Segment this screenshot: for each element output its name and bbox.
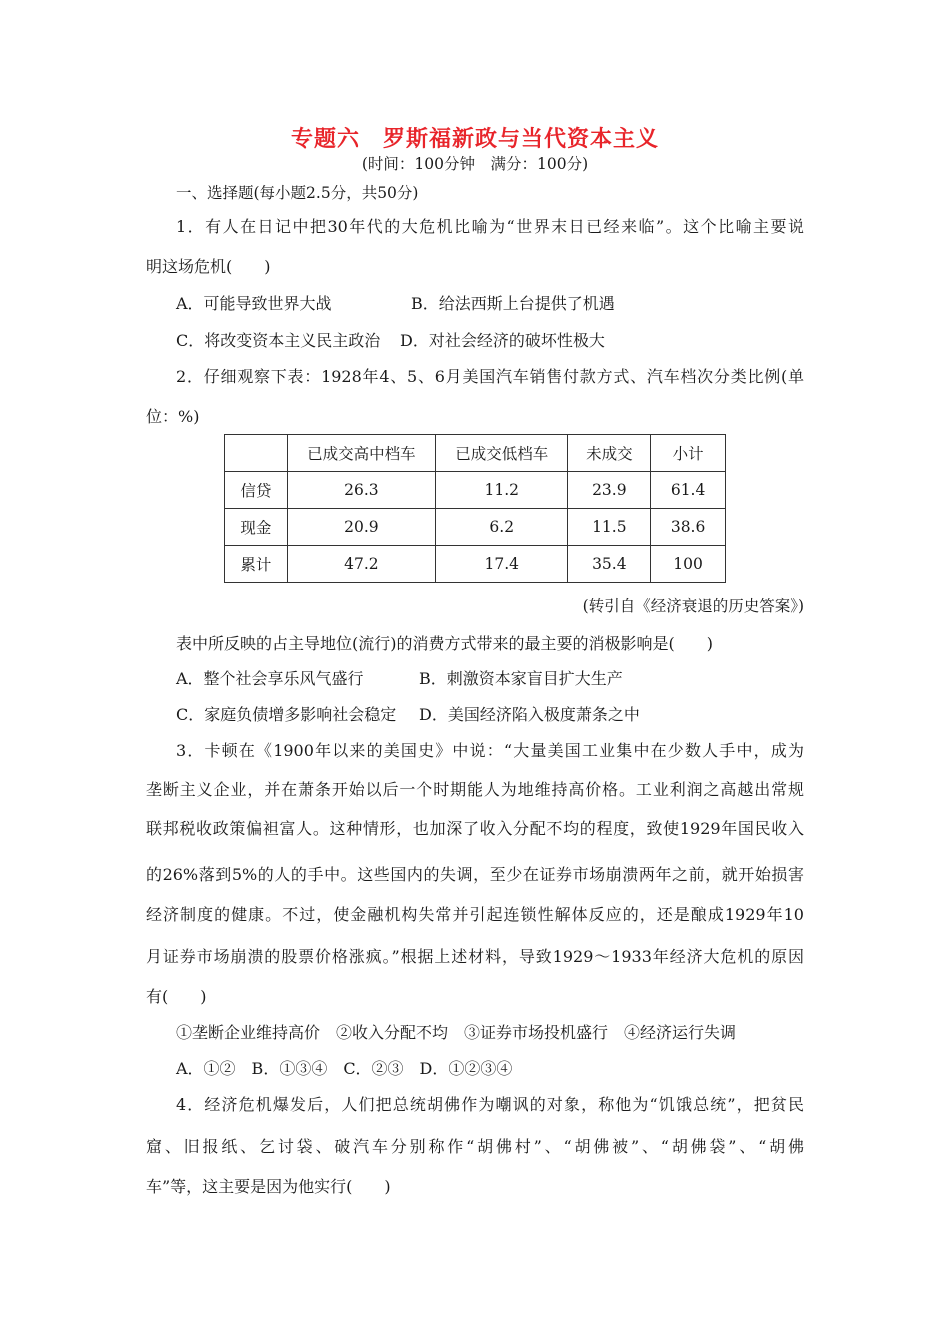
sales-table <box>224 434 726 583</box>
exam-time-score: (时间：100分钟 满分：100分) <box>361 155 589 173</box>
table-cell: 11.5 <box>568 509 651 546</box>
table-cell: 17.4 <box>436 546 568 583</box>
table-cell: 47.2 <box>287 546 435 583</box>
table-cell: 23.9 <box>568 472 651 509</box>
q1-stem-line1: 1．有人在日记中把30年代的大危机比喻为“世界末日已经来临”。这个比喻主要说 <box>176 217 804 236</box>
q3-line: 经济制度的健康。不过，使金融机构失常并引起连锁性解体反应的，还是酿成1929年10 <box>146 905 804 924</box>
q3-line: 3．卡顿在《1900年以来的美国史》中说：“大量美国工业集中在少数人手中，成为 <box>176 741 804 760</box>
q1-option-b: B．给法西斯上台提供了机遇 <box>411 294 615 313</box>
q2-question: 表中所反映的占主导地位(流行)的消费方式带来的最主要的消极影响是( ) <box>176 634 713 653</box>
table-cell: 6.2 <box>436 509 568 546</box>
q3-line: 月证券市场崩溃的股票价格涨疯。”根据上述材料，导致1929～1933年经济大危机的原因 <box>146 947 804 966</box>
table-header-cell <box>225 435 288 472</box>
q3-line: 联邦税收政策偏袒富人。这种情形，也加深了收入分配不均的程度，致使1929年国民收入 <box>146 819 804 838</box>
q1-option-d: D．对社会经济的破坏性极大 <box>400 331 605 350</box>
q1-stem-line2: 明这场危机( ) <box>146 257 271 276</box>
q4-line: 4．经济危机爆发后，人们把总统胡佛作为嘲讽的对象，称他为“饥饿总统”，把贫民 <box>176 1095 804 1114</box>
q2-option-c: C．家庭负债增多影响社会稳定 <box>176 705 397 724</box>
q2-stem-line2: 位：%) <box>146 407 200 426</box>
q3-line: 有( ) <box>146 987 207 1006</box>
table-cell: 现金 <box>225 509 288 546</box>
q3-options: A．①② B．①③④ C．②③ D．①②③④ <box>176 1059 513 1078</box>
table-row <box>225 472 726 509</box>
table-header-cell: 未成交 <box>568 435 651 472</box>
q2-option-b: B．刺激资本家盲目扩大生产 <box>419 669 623 688</box>
page-title: 专题六 罗斯福新政与当代资本主义 <box>290 127 659 152</box>
table-header-cell: 已成交高中档车 <box>287 435 435 472</box>
section-heading: 一、选择题(每小题2.5分，共50分) <box>176 184 419 202</box>
table-cell: 累计 <box>225 546 288 583</box>
table-cell: 100 <box>651 546 726 583</box>
table-cell: 信贷 <box>225 472 288 509</box>
table-header-cell: 小计 <box>651 435 726 472</box>
table-row <box>225 546 726 583</box>
table-header-cell: 已成交低档车 <box>436 435 568 472</box>
table-header-row <box>225 435 726 472</box>
table-cell: 26.3 <box>287 472 435 509</box>
q2-option-d: D．美国经济陷入极度萧条之中 <box>419 705 640 724</box>
table-row <box>225 509 726 546</box>
table-cell: 38.6 <box>651 509 726 546</box>
q4-line: 车”等，这主要是因为他实行( ) <box>146 1177 391 1196</box>
q2-stem-line1: 2．仔细观察下表：1928年4、5、6月美国汽车销售付款方式、汽车档次分类比例(单 <box>176 367 804 386</box>
q3-items: ①垄断企业维持高价 ②收入分配不均 ③证券市场投机盛行 ④经济运行失调 <box>176 1023 737 1042</box>
q4-line: 窟、旧报纸、乞讨袋、破汽车分别称作“胡佛村”、“胡佛被”、“胡佛袋”、“胡佛 <box>146 1137 804 1156</box>
q1-option-c: C．将改变资本主义民主政治 <box>176 331 381 350</box>
q2-option-a: A．整个社会享乐风气盛行 <box>176 669 364 688</box>
q3-line: 的26%落到5%的人的手中。这些国内的失调，至少在证券市场崩溃两年之前，就开始损害 <box>146 865 804 884</box>
q3-line: 垄断主义企业，并在萧条开始以后一个时期能人为地维持高价格。工业利润之高越出常规 <box>146 780 804 799</box>
table-cell: 35.4 <box>568 546 651 583</box>
table-source: (转引自《经济衰退的历史答案》) <box>582 597 804 615</box>
table-cell: 61.4 <box>651 472 726 509</box>
q1-option-a: A．可能导致世界大战 <box>176 294 332 313</box>
table-cell: 11.2 <box>436 472 568 509</box>
table-cell: 20.9 <box>287 509 435 546</box>
